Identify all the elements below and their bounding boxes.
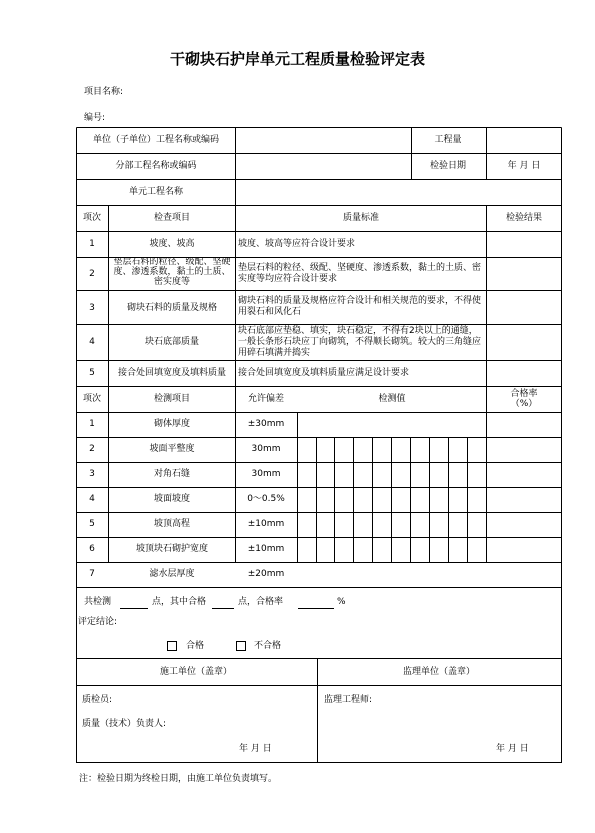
measure-header-rate-unit: （%） [510, 399, 538, 409]
qualified-points-blank[interactable] [212, 607, 234, 609]
measure-header-item: 检测项目 [153, 394, 191, 404]
col-header-result: 检验结果 [505, 213, 543, 223]
inspector-label: 质检员: [82, 695, 113, 705]
main-row-3-standard: 砌块石料的质量及规格应符合设计和相关规范的要求，不得使用裂石和风化石 [238, 296, 482, 317]
main-row-2-item: 垫层石料的粒径、级配、坚硬度、渗透系数，黏土的土质、密实度等 [113, 257, 231, 287]
measure-row-3-tolerance: 30mm [251, 469, 281, 479]
measure-row-1-item: 砌体厚度 [153, 419, 191, 429]
main-row-1-item: 坡度、坡高 [149, 239, 195, 249]
element-name-label: 单元工程名称 [128, 187, 184, 197]
col-header-standard: 质量标准 [342, 213, 380, 223]
main-row-5-standard: 接合处回填宽度及填料质量应满足设计要求 [238, 368, 410, 378]
col-header-no: 项次 [82, 213, 102, 223]
main-row-5-no: 5 [89, 368, 95, 378]
unit-name-label: 单位（子单位）工程名称或编码 [92, 135, 220, 145]
measure-row-4-item: 坡面坡度 [153, 494, 191, 504]
fail-checkbox[interactable] [236, 641, 246, 651]
measure-row-3-item: 对角石缝 [153, 469, 191, 479]
quantity-label: 工程量 [434, 135, 462, 145]
measure-row-2-item: 坡面平整度 [149, 444, 195, 454]
col-header-item: 检查项目 [153, 213, 191, 223]
supervision-sign-date: 年 月 日 [496, 744, 529, 754]
qualified-mid-label: 点，其中合格 [152, 597, 207, 607]
page-title: 干砌块石护岸单元工程质量检验评定表 [169, 50, 425, 68]
footnote: 注：检验日期为终检日期，由施工单位负责填写。 [79, 774, 278, 784]
main-row-4-no: 4 [89, 337, 95, 347]
measure-row-3-no: 3 [89, 469, 95, 479]
measure-row-2-no: 2 [89, 444, 95, 454]
inspect-date-label: 检验日期 [429, 161, 467, 171]
measure-row-6-no: 6 [89, 544, 95, 554]
measure-row-4-no: 4 [89, 494, 95, 504]
supervisor-label: 监理工程师: [324, 695, 373, 705]
measure-header-rate: 合格率 [510, 389, 538, 399]
measure-row-7-tolerance: ±20mm [247, 569, 285, 579]
serial-number-label: 编号: [84, 113, 106, 123]
measure-row-4-tolerance: 0～0.5% [247, 494, 285, 504]
measure-header-tolerance: 允许偏差 [247, 394, 285, 404]
measure-row-2-tolerance: 30mm [251, 444, 281, 454]
supervision-unit-label: 监理单位（盖章） [402, 667, 476, 677]
project-name-label: 项目名称: [84, 87, 124, 97]
construction-sign-date: 年 月 日 [239, 744, 272, 754]
pass-rate-blank[interactable] [298, 607, 334, 609]
quality-tech-label: 质量（技术）负责人: [82, 719, 167, 729]
main-row-4-standard: 块石底部应垫稳、填实，块石稳定，不得有2块以上的通缝，一般长条形石块应丁向砌筑，不得顺长砌筑。较大的三角缝应用碎石填满并捣实 [238, 326, 482, 358]
measure-row-6-tolerance: ±10mm [247, 544, 285, 554]
total-inspected-label: 共检测 [84, 597, 112, 607]
main-row-2-standard: 垫层石料的粒径、级配、坚硬度、渗透系数，黏土的土质、密实度等均应符合设计要求 [238, 263, 482, 284]
conclusion-label: 评定结论: [78, 617, 118, 627]
measure-row-7-no: 7 [89, 569, 95, 579]
percent-sign: % [337, 597, 346, 607]
measure-row-6-item: 坡顶块石砌护宽度 [135, 544, 209, 554]
construction-unit-label: 施工单位（盖章） [159, 667, 233, 677]
main-row-1-no: 1 [89, 239, 95, 249]
total-points-blank[interactable] [120, 607, 148, 609]
main-row-3-item: 砌块石料的质量及规格 [126, 303, 218, 313]
main-row-5-item: 接合处回填宽度及填料质量 [117, 368, 227, 378]
inspect-date-value: 年 月 日 [507, 161, 541, 171]
main-row-2-no: 2 [89, 269, 95, 279]
measure-row-1-no: 1 [89, 419, 95, 429]
measure-row-5-item: 坡顶高程 [153, 519, 191, 529]
measure-row-5-no: 5 [89, 519, 95, 529]
division-label: 分部工程名称或编码 [115, 161, 197, 171]
main-row-1-standard: 坡度、坡高等应符合设计要求 [238, 239, 356, 249]
pass-checkbox[interactable] [167, 641, 177, 651]
measure-row-5-tolerance: ±10mm [247, 519, 285, 529]
inspection-form [76, 127, 562, 763]
pass-label: 合格 [186, 641, 205, 651]
main-row-3-no: 3 [89, 303, 95, 313]
measure-header-no: 项次 [82, 394, 102, 404]
pass-rate-label: 点，合格率 [238, 597, 284, 607]
measure-row-7-item: 滤水层厚度 [149, 569, 195, 579]
fail-label: 不合格 [254, 641, 282, 651]
measure-header-values: 检测值 [378, 394, 406, 404]
main-row-4-item: 块石底部质量 [144, 337, 200, 347]
measure-row-1-tolerance: ±30mm [247, 419, 285, 429]
